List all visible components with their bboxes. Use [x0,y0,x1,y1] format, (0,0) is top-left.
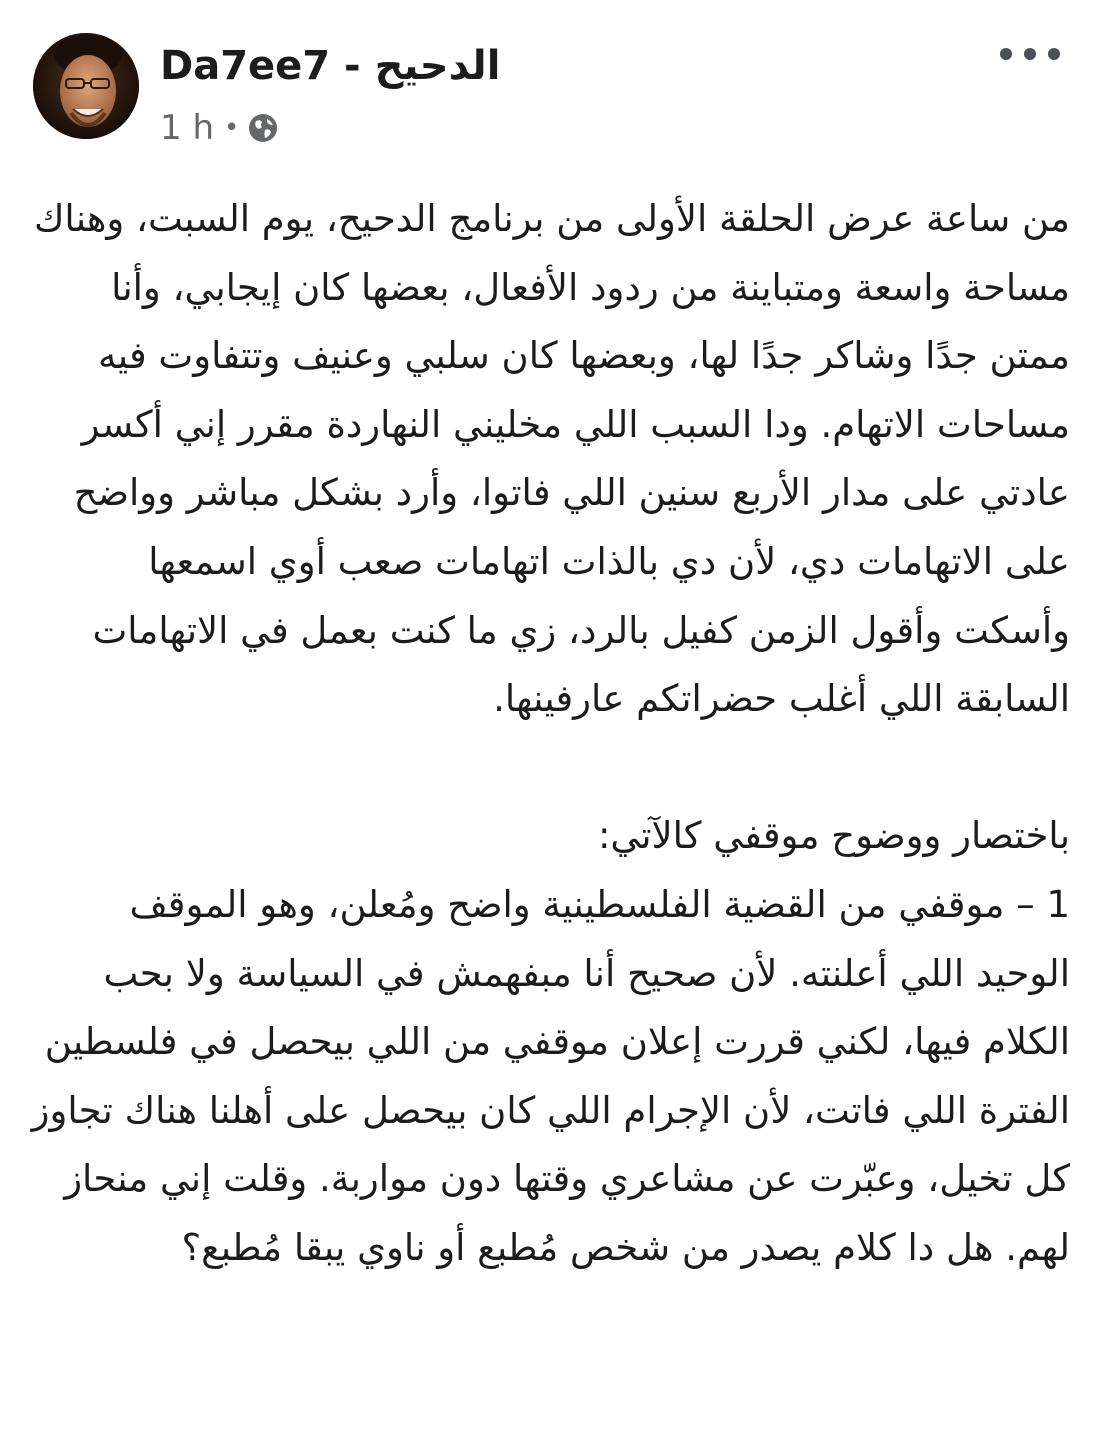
post-intro-line: باختصار ووضوح موقفي كالآتي: [597,814,1070,858]
more-horizontal-icon [1048,48,1060,60]
more-horizontal-icon [1000,48,1012,60]
author-avatar[interactable] [33,33,139,139]
post-point: 1 – موقفي من القضية الفلسطينية واضح ومُعلن، وهو الموقف الوحيد اللي أعلنته. لأن صحيح أنا مبفهمش في السياسة ولا بحب الكلام فيها، لكني قررت إعلان موقفي من اللي بيحصل في فلسطين الفترة اللي فاتت، لأن الإجرام اللي كان بيحصل على أهلنا هناك تجاوز كل تخيل، وعبّرت عن مشاعري وقتها دون مواربة. وقلت إني منحاز لهم. هل دا كلام يصدر من شخص مُطبع أو ناوي يبقا مُطبع؟ [31,882,1070,1269]
author-name[interactable]: Da7ee7 - الدحيح [160,43,501,89]
post-meta [160,106,279,150]
post-paragraph: من ساعة عرض الحلقة الأولى من برنامج الدحيح، يوم السبت، وهناك مساحة واسعة ومتباينة من ردود الأفعال، بعضها كان إيجابي، وأنا ممتن جدًا وشاكر جدًا لها، وبعضها كان سلبي وعنيف وتتفاوت فيه مساحات الاتهام. ودا السبب اللي مخليني النهاردة مقرر إني أكسر عادتي على مدار الأربع سنين اللي فاتوا، وأرد بشكل مباشر وواضح على الاتهامات دي، لأن دي بالذات اتهامات صعب أوي اسمعها وأسكت وأقول الزمن كفيل بالرد، زي ما كنت بعمل في الاتهامات السابقة اللي أغلب حضراتكم عارفينها. [33,197,1070,721]
post-body [30,185,1070,1283]
more-options-button[interactable] [1000,36,1060,72]
globe-icon[interactable] [247,112,279,144]
more-horizontal-icon [1024,48,1036,60]
paragraph-spacer [30,734,1070,803]
profile-photo-icon [33,33,139,139]
post-time[interactable]: 1 h [160,108,214,148]
post-header [0,0,1101,160]
meta-separator: • [224,113,240,143]
